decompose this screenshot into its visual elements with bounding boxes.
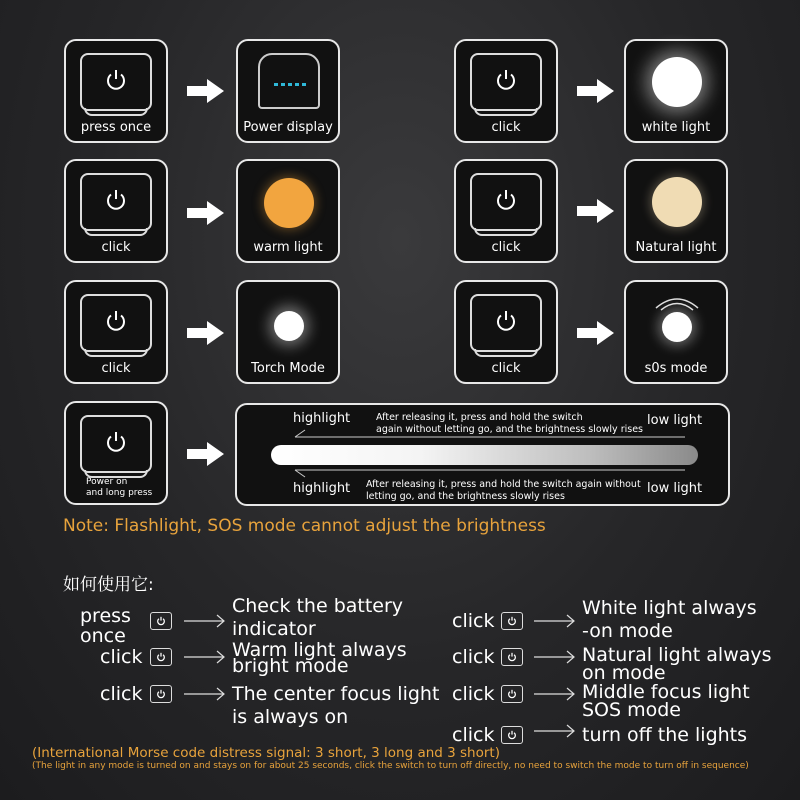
mini-power-button-icon (501, 685, 523, 703)
arrow-right-icon (187, 441, 225, 467)
sos-light-icon (662, 312, 692, 342)
sos-mode-card (624, 280, 728, 384)
long-press-card (64, 401, 168, 505)
mini-power-button-icon (501, 648, 523, 666)
bottom-low-light-label: low light (647, 481, 703, 496)
warm-light-card (236, 159, 340, 263)
sos-signal-arcs-icon (652, 292, 702, 312)
action-label: click (101, 240, 131, 255)
click-card (64, 280, 168, 384)
top-description: After releasing it, press and hold the switch again without letting go, and the brightness slowly rises (376, 412, 643, 435)
auto-off-footnote: (The light in any mode is turned on and stays on for about 25 seconds, click the switch to turn off directly, no need to switch the mode to turn off in sequence) (32, 761, 749, 771)
power-button-icon (80, 415, 152, 473)
arrow-right-icon (187, 78, 225, 104)
arrow-right-icon (577, 78, 615, 104)
top-direction-arrow-icon (287, 429, 687, 441)
instruction-text: Warm light always bright mode (232, 639, 407, 677)
click-card (454, 159, 558, 263)
instruction-text: Natural light always on mode (582, 644, 772, 684)
instruction-label: press once (80, 605, 131, 647)
instruction-label: click (452, 610, 495, 632)
result-label: Power display (243, 120, 333, 135)
bottom-description: After releasing it, press and hold the switch again without letting go, and the brightness slowly rises (366, 479, 641, 502)
action-label: click (491, 240, 521, 255)
mini-power-button-icon (501, 612, 523, 630)
morse-footnote: (International Morse code distress signal: 3 short, 3 long and 3 short) (32, 745, 500, 761)
power-button-icon (470, 173, 542, 231)
mini-power-button-icon (150, 685, 172, 703)
brightness-panel (235, 403, 730, 506)
arrow-right-icon (187, 320, 225, 346)
arrow-right-icon (534, 687, 576, 701)
long-press-label: Power on and long press (86, 477, 153, 498)
howto-title: 如何使用它: (63, 575, 154, 595)
result-label: Natural light (635, 240, 717, 255)
instruction-label: click (100, 683, 143, 705)
power-display-card (236, 39, 340, 143)
power-button-icon (470, 53, 542, 111)
arrow-right-icon (534, 650, 576, 664)
arrow-right-icon (184, 614, 226, 628)
white-light-icon (652, 57, 702, 107)
result-label: s0s mode (644, 361, 708, 376)
bottom-direction-arrow-icon (287, 467, 687, 479)
arrow-right-icon (577, 198, 615, 224)
brightness-gradient-bar (271, 445, 698, 465)
power-button-icon (80, 173, 152, 231)
warm-light-icon (264, 178, 314, 228)
natural-light-icon (652, 177, 702, 227)
action-label: click (101, 361, 131, 376)
instruction-text: Middle focus light SOS mode (582, 681, 750, 721)
instruction-label: click (452, 683, 495, 705)
action-label: press once (80, 120, 152, 135)
top-low-light-label: low light (647, 413, 703, 428)
battery-display-icon (258, 53, 320, 109)
mini-power-button-icon (501, 726, 523, 744)
press-once-card (64, 39, 168, 143)
instruction-text: turn off the lights (582, 724, 748, 746)
natural-light-card (624, 159, 728, 263)
click-card (64, 159, 168, 263)
note-text: Note: Flashlight, SOS mode cannot adjust the brightness (63, 516, 546, 536)
instruction-label: click (452, 724, 495, 746)
arrow-right-icon (577, 320, 615, 346)
arrow-right-icon (534, 724, 576, 738)
click-card (454, 39, 558, 143)
instruction-text: The center focus light is always on (232, 683, 440, 728)
result-label: Torch Mode (251, 361, 325, 376)
instruction-label: click (100, 646, 143, 668)
power-button-icon (80, 294, 152, 352)
bottom-highlight-label: highlight (293, 481, 351, 496)
arrow-right-icon (184, 650, 226, 664)
mini-power-button-icon (150, 648, 172, 666)
power-button-icon (80, 53, 152, 111)
action-label: click (491, 361, 521, 376)
arrow-right-icon (184, 687, 226, 701)
instruction-text: White light always -on mode (582, 597, 757, 642)
mini-power-button-icon (150, 612, 172, 630)
torch-light-icon (274, 311, 304, 341)
click-card (454, 280, 558, 384)
arrow-right-icon (534, 614, 576, 628)
torch-mode-card (236, 280, 340, 384)
action-label: click (491, 120, 521, 135)
result-label: white light (641, 120, 711, 135)
instruction-text: Check the battery indicator (232, 595, 404, 640)
white-light-card (624, 39, 728, 143)
result-label: warm light (253, 240, 323, 255)
top-highlight-label: highlight (293, 411, 351, 426)
instruction-label: click (452, 646, 495, 668)
power-button-icon (470, 294, 542, 352)
arrow-right-icon (187, 200, 225, 226)
